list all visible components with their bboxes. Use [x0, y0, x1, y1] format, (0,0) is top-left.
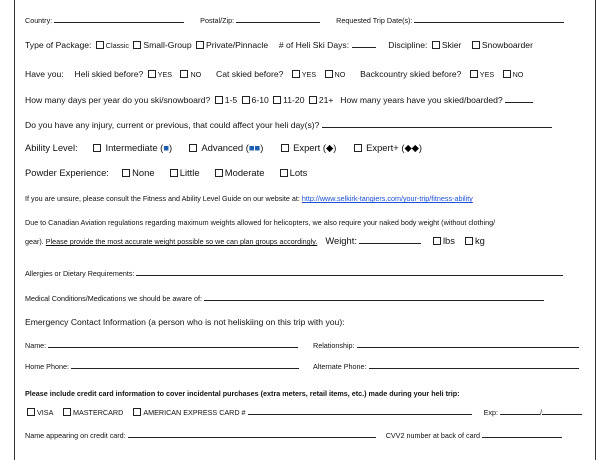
- powder-moderate-label: Moderate: [224, 167, 265, 178]
- days-11-20-checkbox[interactable]: [273, 96, 281, 104]
- heli-yes-label: YES: [157, 70, 173, 79]
- back-no-label: NO: [512, 70, 524, 79]
- exp-slash: /: [539, 408, 542, 417]
- trip-dates-label: Requested Trip Date(s):: [336, 16, 413, 25]
- expert-plus-close: ): [418, 142, 422, 153]
- exp-year-field[interactable]: [539, 405, 582, 417]
- card-number-field[interactable]: [248, 405, 472, 415]
- exp-label: Exp:: [483, 408, 498, 417]
- home-phone-label: Home Phone:: [25, 362, 69, 371]
- package-row: [25, 38, 533, 52]
- private-label: Private/Pinnacle: [206, 40, 269, 50]
- allergies-row: [25, 266, 563, 280]
- blue-square-icon: ■: [163, 142, 169, 153]
- injury-field[interactable]: [322, 118, 552, 128]
- advanced-close: ): [260, 142, 264, 153]
- allergies-label: Allergies or Dietary Requirements:: [25, 269, 135, 278]
- injury-row: [25, 118, 552, 131]
- weight-note-row: [25, 217, 495, 229]
- medical-label: Medical Conditions/Medications we should be aware of:: [25, 294, 202, 303]
- years-question: How many years have you skied/boarded?: [340, 95, 503, 105]
- emergency-name-field[interactable]: [48, 338, 298, 348]
- small-group-label: Small-Group: [143, 40, 192, 50]
- kg-checkbox[interactable]: [465, 237, 473, 245]
- weight-label: Weight:: [325, 235, 357, 246]
- emergency-name-label: Name:: [25, 341, 47, 350]
- card-row: [25, 405, 582, 419]
- home-phone-row: [25, 359, 299, 373]
- classic-label: Classic: [105, 41, 129, 50]
- heli-question: Heli skied before?: [74, 69, 144, 79]
- card-name-label: Name appearing on credit card:: [25, 431, 126, 440]
- cvv-label: CVV2 number at back of card: [385, 431, 480, 440]
- skier-checkbox[interactable]: [432, 41, 440, 49]
- advanced-checkbox[interactable]: [189, 144, 197, 152]
- have-you-label: Have you:: [25, 69, 64, 79]
- small-group-checkbox[interactable]: [133, 41, 141, 49]
- medical-field[interactable]: [204, 291, 544, 301]
- private-checkbox[interactable]: [196, 41, 204, 49]
- relationship-row: [313, 338, 579, 352]
- days-6-10-checkbox[interactable]: [242, 96, 250, 104]
- emergency-name-row: [25, 338, 298, 352]
- powder-little-label: Little: [179, 167, 200, 178]
- emergency-title: Emergency Contact Information: [25, 317, 146, 327]
- weight-note-line1: Due to Canadian Aviation regulations regarding maximum weights allowed for helicopters, we also require your naked body weight (without clothing/: [25, 218, 496, 227]
- country-field[interactable]: [54, 13, 184, 23]
- back-yes-label: YES: [479, 70, 495, 79]
- discipline-label: Discipline:: [388, 40, 428, 50]
- fitness-guide-link[interactable]: http://www.selkirk-tangiers.com/your-trip/fitness-ability: [301, 194, 473, 203]
- back-no-checkbox[interactable]: [503, 70, 511, 78]
- mastercard-checkbox[interactable]: [63, 408, 71, 416]
- heli-no-checkbox[interactable]: [180, 70, 188, 78]
- amex-label: AMERICAN EXPRESS CARD #: [143, 408, 246, 417]
- days-21-label: 21+: [318, 95, 334, 105]
- card-name-row: [25, 428, 562, 442]
- amex-checkbox[interactable]: [133, 408, 141, 416]
- experience-row: [25, 68, 523, 81]
- cat-yes-checkbox[interactable]: [292, 70, 300, 78]
- mastercard-label: MASTERCARD: [72, 408, 124, 417]
- double-black-diamond-icon: ◆◆: [404, 142, 419, 153]
- days-11-20-label: 11-20: [283, 95, 305, 105]
- backcountry-question: Backcountry skied before?: [360, 69, 462, 79]
- powder-lots-label: Lots: [289, 167, 308, 178]
- expert-label: Expert (: [293, 142, 326, 153]
- country-row: [25, 13, 564, 27]
- expert-plus-label: Expert+ (: [366, 142, 405, 153]
- powder-none-checkbox[interactable]: [122, 169, 130, 177]
- ability-row: [25, 142, 422, 154]
- guide-row: [25, 193, 473, 205]
- emergency-note: (a person who is not heliskiing on this trip with you):: [148, 317, 345, 327]
- alt-phone-field[interactable]: [369, 359, 579, 369]
- alt-phone-label: Alternate Phone:: [313, 362, 367, 371]
- injury-question: Do you have any injury, current or previous, that could affect your heli day(s)?: [25, 120, 320, 130]
- weight-row: [25, 234, 485, 248]
- medical-row: [25, 291, 544, 305]
- weight-note-gear: gear).: [25, 237, 44, 246]
- ski-days-label: # of Heli Ski Days:: [278, 40, 350, 50]
- allergies-field[interactable]: [136, 266, 563, 276]
- visa-checkbox[interactable]: [27, 408, 35, 416]
- kg-label: kg: [474, 235, 485, 246]
- home-phone-field[interactable]: [71, 359, 299, 369]
- double-blue-square-icon: ■■: [248, 142, 261, 153]
- powder-moderate-checkbox[interactable]: [215, 169, 223, 177]
- skier-label: Skier: [441, 40, 462, 50]
- days-6-10-label: 6-10: [251, 95, 269, 105]
- postal-field[interactable]: [236, 13, 320, 23]
- snowboarder-label: Snowboarder: [481, 40, 533, 50]
- advanced-label: Advanced (: [201, 142, 249, 153]
- years-field[interactable]: [505, 93, 533, 103]
- heli-no-label: NO: [190, 70, 202, 79]
- expert-checkbox[interactable]: [281, 144, 289, 152]
- days-21-checkbox[interactable]: [309, 96, 317, 104]
- intermediate-close: ): [168, 142, 173, 153]
- days-question: How many days per year do you ski/snowboard?: [25, 95, 211, 105]
- weight-accuracy-note: Please provide the most accurate weight possible so we can plan groups accordingly.: [45, 237, 318, 246]
- country-label: Country:: [25, 16, 53, 25]
- card-title-row: [25, 388, 460, 400]
- card-title: Please include credit card information to cover incidental purchases (extra meters, retail items, etc.) made during your heli trip:: [25, 389, 460, 398]
- lbs-label: lbs: [442, 235, 455, 246]
- alt-phone-row: [313, 359, 579, 373]
- intermediate-label: Intermediate (: [105, 142, 164, 153]
- package-type-label: Type of Package:: [25, 40, 92, 50]
- powder-none-label: None: [132, 167, 155, 178]
- expert-plus-checkbox[interactable]: [354, 144, 362, 152]
- postal-label: Postal/Zip:: [200, 16, 235, 25]
- emergency-row: [25, 316, 345, 328]
- powder-label: Powder Experience:: [25, 167, 109, 178]
- cvv-field[interactable]: [482, 428, 562, 438]
- expert-close: ): [333, 142, 337, 153]
- powder-lots-checkbox[interactable]: [280, 169, 288, 177]
- black-diamond-icon: ◆: [325, 142, 334, 153]
- cat-no-checkbox[interactable]: [325, 70, 333, 78]
- guide-text: If you are unsure, please consult the Fitness and Ability Level Guide on our website at:: [25, 194, 300, 203]
- lbs-checkbox[interactable]: [433, 237, 441, 245]
- relationship-field[interactable]: [357, 338, 579, 348]
- visa-label: VISA: [37, 408, 53, 417]
- exp-month-field[interactable]: [500, 405, 540, 415]
- snowboarder-checkbox[interactable]: [472, 41, 480, 49]
- trip-dates-field[interactable]: [414, 13, 564, 23]
- powder-row: [25, 167, 307, 179]
- relationship-label: Relationship:: [313, 341, 355, 350]
- cat-no-label: NO: [334, 70, 346, 79]
- cat-question: Cat skied before?: [216, 69, 284, 79]
- heli-yes-checkbox[interactable]: [148, 70, 156, 78]
- ability-label: Ability Level:: [25, 142, 78, 153]
- classic-checkbox[interactable]: [96, 41, 104, 49]
- days-1-5-checkbox[interactable]: [215, 96, 223, 104]
- intermediate-checkbox[interactable]: [93, 144, 101, 152]
- card-name-field[interactable]: [128, 428, 376, 438]
- days-1-5-label: 1-5: [224, 95, 238, 105]
- weight-field[interactable]: [359, 234, 421, 244]
- back-yes-checkbox[interactable]: [470, 70, 478, 78]
- ski-days-field[interactable]: [352, 38, 376, 48]
- powder-little-checkbox[interactable]: [170, 169, 178, 177]
- cat-yes-label: YES: [301, 70, 317, 79]
- days-per-year-row: [25, 93, 533, 106]
